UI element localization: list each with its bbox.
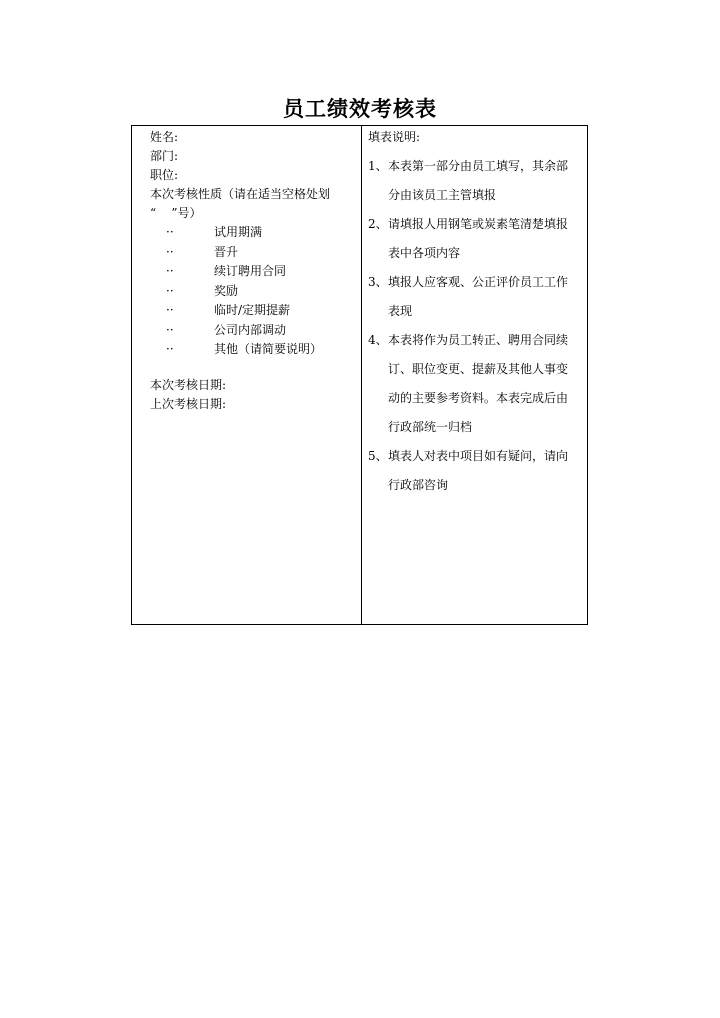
instruction-4-cont: 动的主要参考资料。本表完成后由: [388, 391, 569, 405]
option-label: 续订聘用合同: [214, 264, 287, 278]
page-title: 员工绩效考核表: [283, 96, 437, 121]
option-label: 试用期满: [214, 225, 263, 239]
option-label: 公司内部调动: [214, 322, 287, 337]
last-review-date-label: 上次考核日期:: [150, 396, 227, 411]
instructions-heading: 填表说明:: [368, 130, 421, 144]
option-label: 晋升: [214, 244, 239, 259]
option-label: 临时/定期提薪: [214, 303, 291, 317]
instruction-4-cont: 行政部统一归档: [388, 420, 473, 434]
review-nature-label-cont: “ ”号）: [150, 206, 202, 220]
checkbox-mark[interactable]: ··: [166, 225, 174, 239]
option-label: 其他（请简要说明）: [214, 342, 323, 356]
column-divider: [361, 126, 362, 624]
checkbox-mark[interactable]: ··: [166, 342, 174, 356]
option-contract-renewal[interactable]: [150, 262, 355, 282]
option-probation[interactable]: [150, 223, 355, 243]
checkbox-mark[interactable]: ··: [166, 244, 174, 259]
name-label: 姓名:: [150, 130, 179, 144]
instruction-1: 1、本表第一部分由员工填写，其余部: [368, 159, 569, 173]
instruction-2-cont: 表中各项内容: [388, 246, 461, 260]
employee-info-section: [150, 128, 355, 414]
instruction-4-cont: 订、职位变更、提薪及其他人事变: [388, 362, 569, 376]
option-other[interactable]: [150, 340, 355, 360]
instruction-3-cont: 表现: [388, 304, 413, 318]
instructions-section: [368, 128, 583, 500]
review-nature-label: 本次考核性质（请在适当空格处划: [150, 187, 331, 201]
this-review-date-label: 本次考核日期:: [150, 377, 227, 392]
option-label: 奖励: [214, 283, 239, 298]
instruction-2: 2、请填报人用钢笔或炭素笔清楚填报: [368, 217, 569, 231]
option-internal-transfer[interactable]: [150, 321, 355, 341]
checkbox-mark[interactable]: ··: [166, 303, 174, 317]
instruction-5-cont: 行政部咨询: [388, 478, 449, 492]
instruction-4: 4、本表将作为员工转正、聘用合同续: [368, 333, 569, 347]
dept-label: 部门:: [150, 149, 179, 163]
form-table: [131, 125, 588, 625]
option-reward[interactable]: [150, 282, 355, 302]
instruction-list: [368, 152, 583, 500]
checkbox-mark[interactable]: ··: [166, 322, 174, 337]
instruction-5: 5、填表人对表中项目如有疑问，请向: [368, 449, 569, 463]
option-promotion[interactable]: [150, 243, 355, 263]
instruction-1-cont: 分由该员工主管填报: [388, 188, 497, 202]
option-salary-raise[interactable]: [150, 301, 355, 321]
instruction-3: 3、填报人应客观、公正评价员工工作: [368, 275, 569, 289]
checkbox-mark[interactable]: ··: [166, 264, 174, 278]
checkbox-mark[interactable]: ··: [166, 283, 174, 298]
position-label: 职位:: [150, 168, 179, 182]
